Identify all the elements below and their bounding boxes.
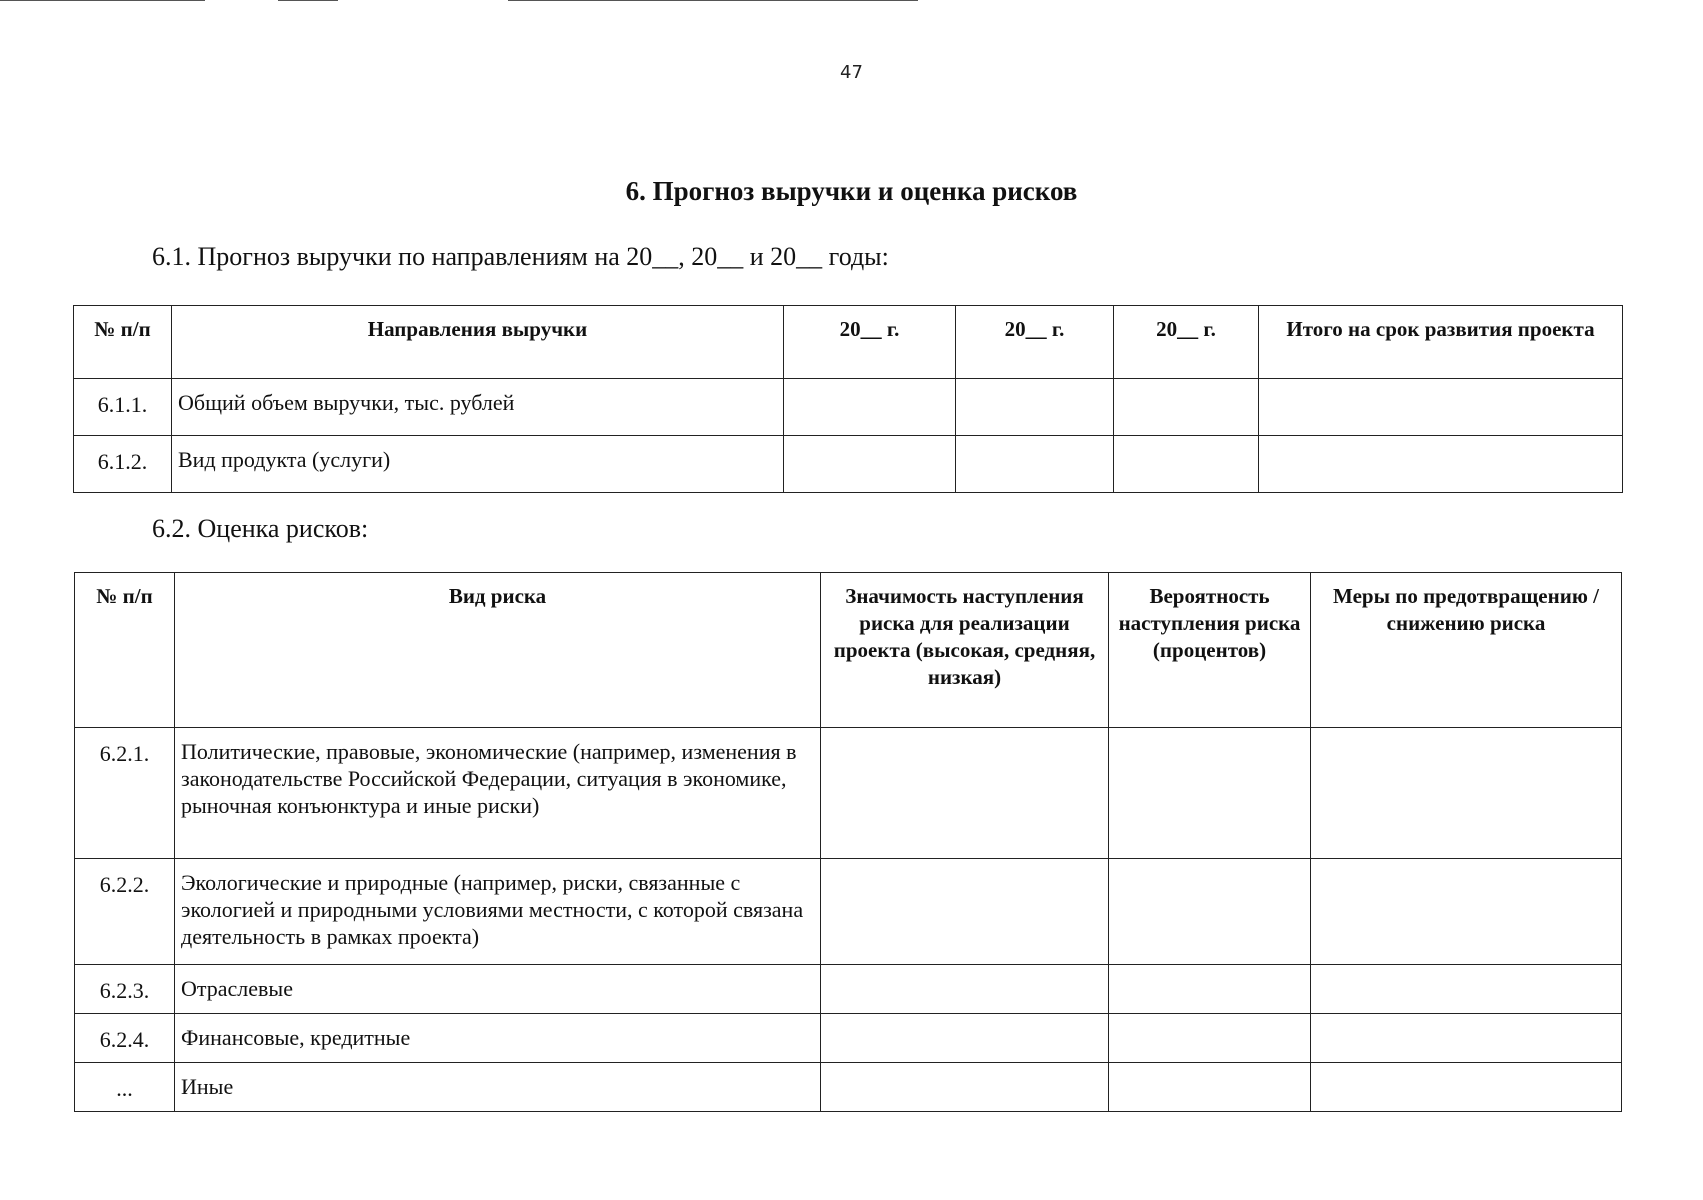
- row-label: Финансовые, кредитные: [175, 1014, 821, 1063]
- table-row: [75, 1014, 1622, 1063]
- empty-cell: [784, 436, 956, 493]
- empty-cell: [1311, 1014, 1622, 1063]
- row-number: 6.1.1.: [74, 379, 172, 436]
- column-header-measures: Меры по предотвращению / снижению риска: [1311, 573, 1622, 728]
- empty-cell: [1311, 965, 1622, 1014]
- scan-artifact-line: [278, 0, 338, 1]
- empty-cell: [1311, 859, 1622, 965]
- table-header-row: [75, 573, 1622, 728]
- empty-cell: [784, 379, 956, 436]
- empty-cell: [821, 965, 1109, 1014]
- revenue-forecast-title: 6.1. Прогноз выручки по направлениям на 20__, 20__ и 20__ годы:: [152, 242, 889, 271]
- table-row: [75, 728, 1622, 859]
- empty-cell: [1114, 436, 1259, 493]
- empty-cell: [1109, 1014, 1311, 1063]
- row-label: Иные: [175, 1063, 821, 1112]
- row-number: 6.2.1.: [75, 728, 175, 859]
- empty-cell: [821, 728, 1109, 859]
- empty-cell: [821, 1014, 1109, 1063]
- column-header-probability: Вероятность наступления риска (процентов): [1109, 573, 1311, 728]
- empty-cell: [1109, 965, 1311, 1014]
- table-row: [74, 436, 1623, 493]
- column-header-num: № п/п: [75, 573, 175, 728]
- empty-cell: [821, 859, 1109, 965]
- scan-artifact-line: [508, 0, 918, 1]
- row-label: Вид продукта (услуги): [172, 436, 784, 493]
- table-row: [75, 1063, 1622, 1112]
- empty-cell: [1311, 1063, 1622, 1112]
- row-number: 6.2.2.: [75, 859, 175, 965]
- row-label: Отраслевые: [175, 965, 821, 1014]
- row-number: ...: [75, 1063, 175, 1112]
- empty-cell: [1259, 436, 1623, 493]
- column-header-year-1: 20__ г.: [784, 306, 956, 379]
- risk-assessment-title: 6.2. Оценка рисков:: [152, 514, 369, 543]
- table-row: [74, 379, 1623, 436]
- empty-cell: [1109, 1063, 1311, 1112]
- page-number: 47: [840, 62, 863, 83]
- revenue-forecast-table: [73, 305, 1623, 493]
- empty-cell: [956, 379, 1114, 436]
- column-header-direction: Направления выручки: [172, 306, 784, 379]
- table-header-row: [74, 306, 1623, 379]
- empty-cell: [1311, 728, 1622, 859]
- section-title: 6. Прогноз выручки и оценка рисков: [625, 176, 1078, 206]
- row-label: Экологические и природные (например, риски, связанные с экологией и природными условиями местности, с которой связана деятельность в рамках проекта): [175, 859, 821, 965]
- column-header-num: № п/п: [74, 306, 172, 379]
- empty-cell: [1109, 728, 1311, 859]
- row-number: 6.2.4.: [75, 1014, 175, 1063]
- empty-cell: [1109, 859, 1311, 965]
- empty-cell: [1114, 379, 1259, 436]
- column-header-year-3: 20__ г.: [1114, 306, 1259, 379]
- column-header-risk-type: Вид риска: [175, 573, 821, 728]
- empty-cell: [1259, 379, 1623, 436]
- column-header-total: Итого на срок развития проекта: [1259, 306, 1623, 379]
- column-header-year-2: 20__ г.: [956, 306, 1114, 379]
- row-label: Политические, правовые, экономические (например, изменения в законодательстве Российской Федерации, ситуация в экономике, рыночная конъюнктура и иные риски): [175, 728, 821, 859]
- empty-cell: [956, 436, 1114, 493]
- row-number: 6.1.2.: [74, 436, 172, 493]
- table-row: [75, 965, 1622, 1014]
- empty-cell: [821, 1063, 1109, 1112]
- scan-artifact-line: [0, 0, 205, 1]
- row-number: 6.2.3.: [75, 965, 175, 1014]
- table-row: [75, 859, 1622, 965]
- row-label: Общий объем выручки, тыс. рублей: [172, 379, 784, 436]
- column-header-significance: Значимость наступления риска для реализации проекта (высокая, средняя, низкая): [821, 573, 1109, 728]
- risk-assessment-table: [74, 572, 1622, 1112]
